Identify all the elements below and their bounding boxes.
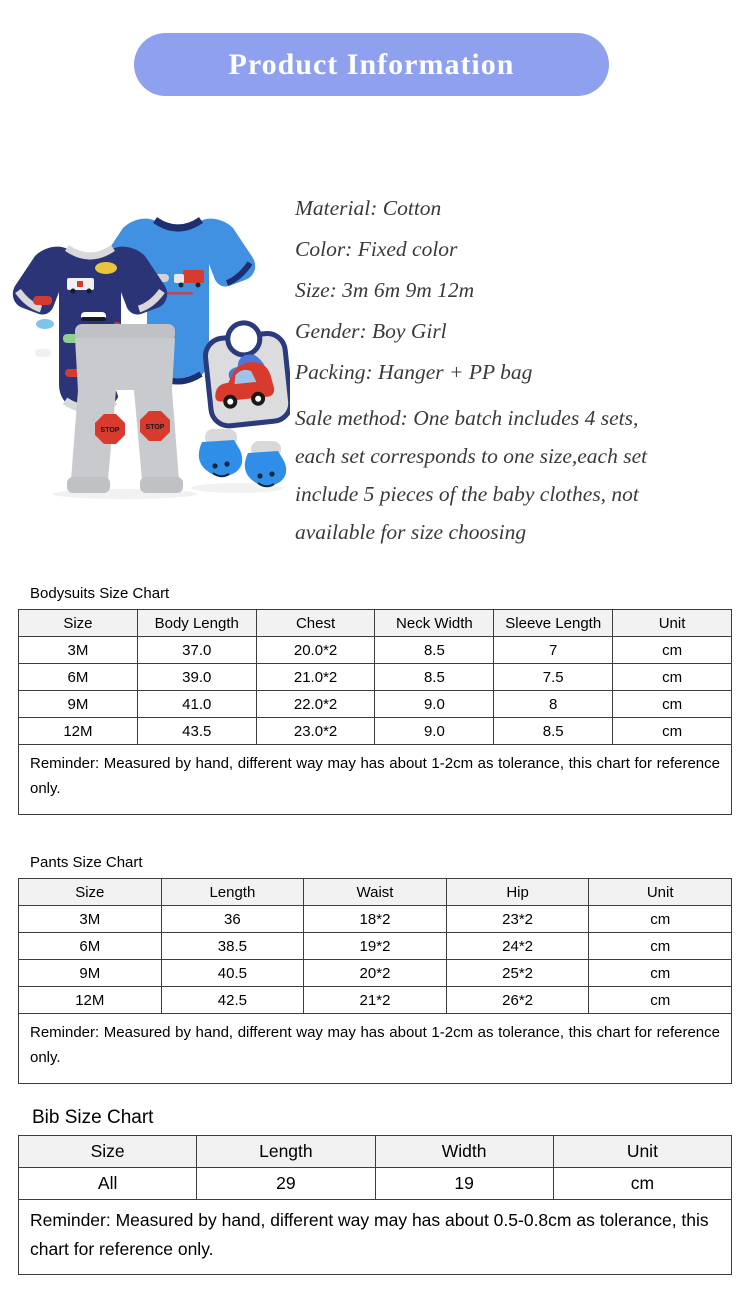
stop-patch-text: STOP (100, 427, 120, 434)
column-header: Length (197, 1136, 375, 1168)
reminder-row (19, 1014, 732, 1084)
column-header: Size (19, 1136, 197, 1168)
table-cell: 9M (19, 960, 162, 987)
gray-pants (67, 324, 183, 493)
table-cell: 26*2 (446, 987, 589, 1014)
table-cell: 12M (19, 987, 162, 1014)
size-chart-title: Bib Size Chart (32, 1107, 154, 1128)
table-row (19, 691, 732, 718)
reminder-row (19, 1200, 732, 1275)
sale-method-line: include 5 pieces of the baby clothes, not (295, 482, 639, 506)
bodysuits-size-chart (18, 584, 732, 815)
table-cell: 20*2 (304, 960, 447, 987)
table-cell: 9.0 (375, 718, 494, 745)
sale-method (295, 399, 747, 551)
table-cell: 7.5 (494, 664, 613, 691)
table-cell: 9M (19, 691, 138, 718)
reminder-note: Reminder: Measured by hand, different way may has about 1-2cm as tolerance, this chart for reference only. (19, 745, 732, 815)
table-cell: 20.0*2 (256, 637, 375, 664)
column-header: Width (375, 1136, 553, 1168)
table-cell: 25*2 (446, 960, 589, 987)
table-cell: cm (589, 960, 732, 987)
table-cell: cm (613, 718, 732, 745)
table-cell: 21*2 (304, 987, 447, 1014)
table-cell: 22.0*2 (256, 691, 375, 718)
column-header: Waist (304, 879, 447, 906)
table-cell: 38.5 (161, 933, 304, 960)
header-row (19, 610, 732, 637)
column-header: Size (19, 879, 162, 906)
pants-size-chart (18, 853, 732, 1084)
product-attributes (295, 188, 747, 393)
table-cell: cm (613, 664, 732, 691)
table-row (19, 664, 732, 691)
bodysuits-size-table (18, 609, 732, 815)
table-row (19, 906, 732, 933)
table-cell: 8.5 (375, 637, 494, 664)
page-title: Product Information (228, 47, 515, 81)
table-row (19, 960, 732, 987)
table-cell: 24*2 (446, 933, 589, 960)
table-cell: cm (613, 637, 732, 664)
table-cell: 12M (19, 718, 138, 745)
car-bib (202, 319, 290, 428)
reminder-note: Reminder: Measured by hand, different way may has about 1-2cm as tolerance, this chart for reference only. (19, 1014, 732, 1084)
stop-patch (140, 411, 170, 441)
bib-size-chart (18, 1106, 732, 1275)
bib-size-table-host (18, 1135, 732, 1275)
column-header: Chest (256, 610, 375, 637)
table-cell: 23.0*2 (256, 718, 375, 745)
column-header: Hip (446, 879, 589, 906)
stop-patch-text: STOP (145, 424, 165, 431)
table-cell: 41.0 (137, 691, 256, 718)
table-cell: cm (553, 1168, 731, 1200)
pants-size-table (18, 878, 732, 1084)
table-cell: cm (589, 906, 732, 933)
page-title-banner (134, 33, 609, 96)
column-header: Unit (589, 879, 732, 906)
table-cell: 3M (19, 637, 138, 664)
table-cell: 9.0 (375, 691, 494, 718)
table-row (19, 1168, 732, 1200)
table-cell: 8 (494, 691, 613, 718)
bodysuits-size-table-host (18, 609, 732, 815)
table-cell: 37.0 (137, 637, 256, 664)
pants-size-table-host (18, 878, 732, 1084)
table-cell: 18*2 (304, 906, 447, 933)
product-detail-line: Gender: Boy Girl (295, 319, 447, 343)
table-cell: 6M (19, 664, 138, 691)
table-row (19, 637, 732, 664)
table-row (19, 987, 732, 1014)
table-cell: 36 (161, 906, 304, 933)
bib-size-table (18, 1135, 732, 1275)
table-cell: 40.5 (161, 960, 304, 987)
table-row (19, 718, 732, 745)
stop-patch (95, 414, 125, 444)
table-cell: cm (613, 691, 732, 718)
table-cell: 3M (19, 906, 162, 933)
column-header: Length (161, 879, 304, 906)
table-cell: 43.5 (137, 718, 256, 745)
product-photo (5, 184, 290, 502)
product-details (295, 188, 747, 551)
sale-method-line: Sale method: One batch includes 4 sets, (295, 406, 639, 430)
header-row (19, 1136, 732, 1168)
header-row (19, 879, 732, 906)
sale-method-line: each set corresponds to one size,each set (295, 444, 648, 468)
table-cell: 19 (375, 1168, 553, 1200)
table-cell: 8.5 (494, 718, 613, 745)
column-header: Body Length (137, 610, 256, 637)
column-header: Unit (553, 1136, 731, 1168)
reminder-note: Reminder: Measured by hand, different way may has about 0.5-0.8cm as tolerance, this chart for reference only. (19, 1200, 732, 1275)
column-header: Neck Width (375, 610, 494, 637)
table-cell: 42.5 (161, 987, 304, 1014)
reminder-row (19, 745, 732, 815)
column-header: Size (19, 610, 138, 637)
table-cell: 19*2 (304, 933, 447, 960)
table-cell: 23*2 (446, 906, 589, 933)
size-chart-title: Bodysuits Size Chart (30, 585, 170, 602)
product-detail-line: Color: Fixed color (295, 237, 458, 261)
table-row (19, 933, 732, 960)
table-cell: 21.0*2 (256, 664, 375, 691)
table-cell: 29 (197, 1168, 375, 1200)
table-cell: cm (589, 933, 732, 960)
blue-booties (199, 429, 286, 486)
product-detail-line: Packing: Hanger + PP bag (295, 360, 533, 384)
size-chart-title: Pants Size Chart (30, 854, 143, 871)
product-detail-line: Material: Cotton (295, 196, 442, 220)
size-charts-section (18, 584, 732, 1275)
table-cell: 39.0 (137, 664, 256, 691)
table-cell: 8.5 (375, 664, 494, 691)
column-header: Sleeve Length (494, 610, 613, 637)
table-cell: cm (589, 987, 732, 1014)
sale-method-line: available for size choosing (295, 520, 527, 544)
table-cell: All (19, 1168, 197, 1200)
column-header: Unit (613, 610, 732, 637)
product-detail-line: Size: 3m 6m 9m 12m (295, 278, 475, 302)
table-cell: 7 (494, 637, 613, 664)
table-cell: 6M (19, 933, 162, 960)
